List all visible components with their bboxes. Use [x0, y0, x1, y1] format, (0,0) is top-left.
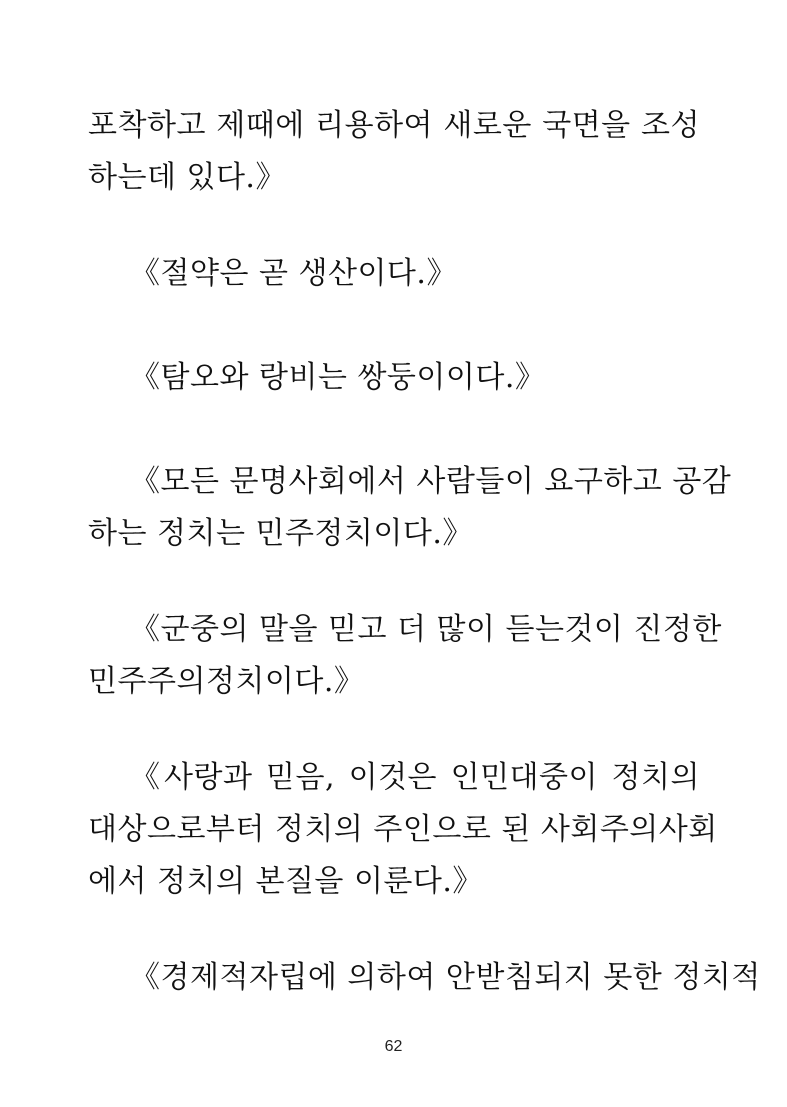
- paragraph-2: [88, 248, 700, 300]
- paragraph-4: [88, 456, 732, 560]
- paragraph-line: 《절약은 곧 생산이다.》: [130, 256, 457, 291]
- paragraph-line: 민주주의정치이다.》: [88, 664, 365, 699]
- paragraph-7: [88, 952, 761, 1004]
- paragraph-line: 포착하고 제때에 리용하여 새로운 국면을 조성: [88, 108, 700, 143]
- paragraph-line: 에서 정치의 본질을 이룬다.》: [88, 864, 483, 899]
- paragraph-line: 대상으로부터 정치의 주인으로 된 사회주의사회: [88, 812, 718, 847]
- paragraph-line: 《경제적자립에 의하여 안받침되지 못한 정치적: [130, 960, 761, 995]
- paragraph-line: 하는데 있다.》: [88, 160, 286, 195]
- page-number: 62: [384, 1038, 403, 1055]
- paragraph-1: [88, 100, 700, 204]
- paragraph-5: [88, 604, 722, 708]
- paragraph-line: 《탐오와 랑비는 쌍둥이이다.》: [130, 360, 546, 395]
- paragraph-line: 《사랑과 믿음, 이것은 인민대중이 정치의: [130, 760, 700, 795]
- paragraph-6: [88, 752, 718, 908]
- paragraph-line: 《군중의 말을 믿고 더 많이 듣는것이 진정한: [130, 612, 722, 647]
- paragraph-line: 하는 정치는 민주정치이다.》: [88, 516, 473, 551]
- paragraph-line: 《모든 문명사회에서 사람들이 요구하고 공감: [130, 464, 732, 499]
- paragraph-3: [88, 352, 700, 404]
